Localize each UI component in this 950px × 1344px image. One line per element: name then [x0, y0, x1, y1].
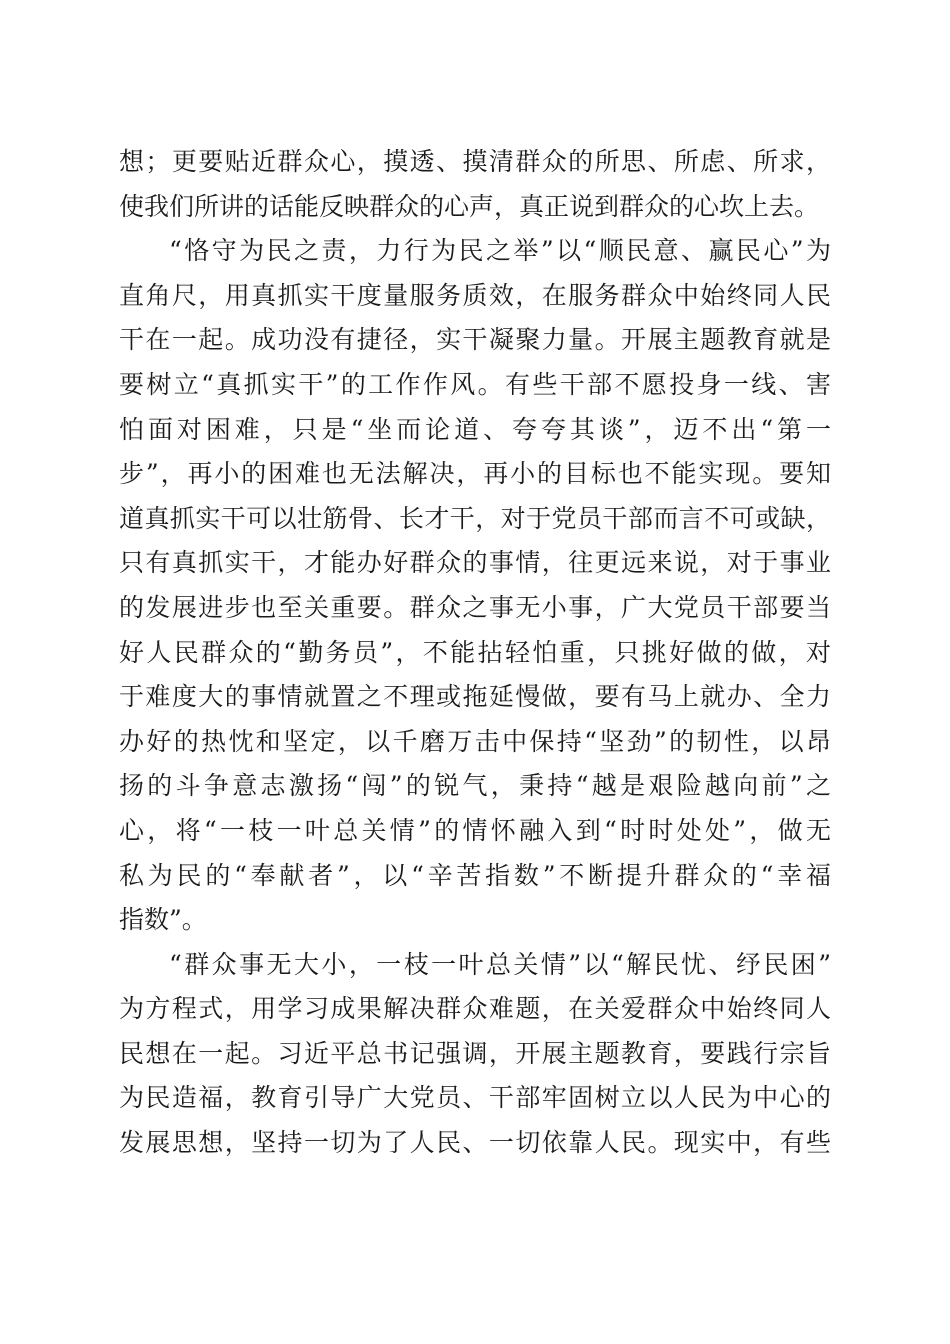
- text-line: 好人民群众的“勤务员”，不能拈轻怕重，只挑好做的做，对: [119, 637, 831, 667]
- text-line: 步”，再小的困难也无法解决，再小的目标也不能实现。要知: [119, 459, 831, 489]
- text-line: 发展思想，坚持一切为了人民、一切依靠人民。现实中，有些: [119, 1128, 831, 1158]
- text-line: 民想在一起。习近平总书记强调，开展主题教育，要践行宗旨: [119, 1038, 831, 1068]
- text-line: 指数”。: [119, 905, 207, 935]
- text-line: 道真抓实干可以壮筋骨、长才干，对于党员干部而言不可或缺，: [119, 503, 831, 533]
- body-text: [119, 140, 831, 1166]
- text-line: 直角尺，用真抓实干度量服务质效，在服务群众中始终同人民: [119, 280, 831, 310]
- text-line: 怕面对困难，只是“坐而论道、夸夸其谈”，迈不出“第一: [119, 414, 831, 444]
- text-line: 私为民的“奉献者”，以“辛苦指数”不断提升群众的“幸福: [119, 860, 831, 890]
- text-line: 于难度大的事情就置之不理或拖延慢做，要有马上就办、全力: [119, 682, 831, 712]
- text-line: 想；更要贴近群众心，摸透、摸清群众的所思、所虑、所求，: [119, 147, 831, 176]
- text-line: 要树立“真抓实干”的工作作风。有些干部不愿投身一线、害: [119, 369, 831, 399]
- text-line: 干在一起。成功没有捷径，实干凝聚力量。开展主题教育就是: [119, 325, 831, 355]
- text-line: 扬的斗争意志激扬“闯”的锐气，秉持“越是艰险越向前”之: [119, 771, 831, 801]
- paragraph-start-line: “恪守为民之责，力行为民之举”以“顺民意、赢民心”为: [169, 236, 831, 266]
- text-line: 心，将“一枝一叶总关情”的情怀融入到“时时处处”，做无: [119, 815, 831, 845]
- text-line: 只有真抓实干，才能办好群众的事情，往更远来说，对于事业: [119, 548, 831, 578]
- text-line: 为方程式，用学习成果解决群众难题，在关爱群众中始终同人: [119, 994, 831, 1024]
- paragraph-start-line: “群众事无大小，一枝一叶总关情”以“解民忧、纾民困”: [169, 949, 831, 979]
- text-line: 为民造福，教育引导广大党员、干部牢固树立以人民为中心的: [119, 1083, 831, 1113]
- text-line: 办好的热忱和坚定，以千磨万击中保持“坚劲”的韧性，以昂: [119, 726, 831, 756]
- text-line: 的发展进步也至关重要。群众之事无小事，广大党员干部要当: [119, 592, 831, 622]
- text-line: 使我们所讲的话能反映群众的心声，真正说到群众的心坎上去。: [119, 191, 820, 221]
